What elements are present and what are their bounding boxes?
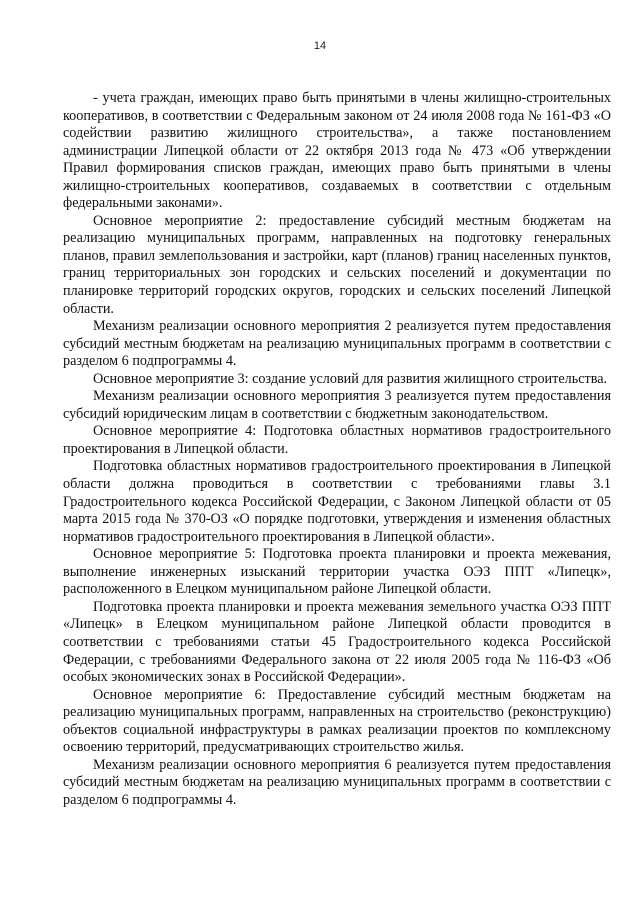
paragraph: Основное мероприятие 6: Предоставление субсидий местным бюджетам на реализацию муниципальных программ, направленных на строительство (реконструкцию) объектов социальной инфраструктуры в рамках реализации проектов по комплексному освоению территорий, предусматривающих строительство жилья. <box>63 686 611 756</box>
paragraph: Основное мероприятие 2: предоставление субсидий местным бюджетам на реализацию муниципальных программ, направленных на подготовку генеральных планов, правил землепользования и застройки, карт (планов) границ населенных пунктов, границ территориальных зон городских и сельских поселений и документации по планировке территорий городских округов, городских и сельских поселений Липецкой области. <box>63 212 611 317</box>
paragraph: Механизм реализации основного мероприятия 6 реализуется путем предоставления субсидий местным бюджетам на реализацию муниципальных программ в соответствии с разделом 6 подпрограммы 4. <box>63 756 611 808</box>
paragraph: Механизм реализации основного мероприятия 3 реализуется путем предоставления субсидий юридическим лицам в соответствии с бюджетным законодательством. <box>63 388 611 422</box>
paragraph: Подготовка областных нормативов градостроительного проектирования в Липецкой области должна проводиться в соответствии с требованиями главы 3.1 Градостроительного кодекса Российской Федерации, с Законом Липецкой области от 05 марта 2015 года № 370-ОЗ «О порядке подготовки, утверждения и изменения областных нормативов градостроительного проектирования в Липецкой области». <box>63 458 611 545</box>
paragraph: Подготовка проекта планировки и проекта межевания земельного участка ОЭЗ ППТ «Липецк» в Елецком муниципальном районе Липецкой области проводится в соответствии с требованиями статьи 45 Градостроительного кодекса Российской Федерации, с требованиями Федерального закона от 22 июля 2005 года № 116-ФЗ «Об особых экономических зонах в Российской Федерации». <box>63 598 611 686</box>
paragraph: Механизм реализации основного мероприятия 2 реализуется путем предоставления субсидий местным бюджетам на реализацию муниципальных программ в соответствии с разделом 6 подпрограммы 4. <box>63 318 611 370</box>
body-text <box>63 90 611 809</box>
paragraph: Основное мероприятие 4: Подготовка областных нормативов градостроительного проектирования в Липецкой области. <box>63 423 611 457</box>
paragraph: Основное мероприятие 5: Подготовка проекта планировки и проекта межевания, выполнение инженерных изысканий территории участка ОЭЗ ППТ «Липецк», расположенного в Елецком муниципальном районе Липецкой области. <box>63 546 611 598</box>
page-number: 14 <box>313 40 327 52</box>
paragraph: Основное мероприятие 3: создание условий для развития жилищного строительства. <box>93 370 608 387</box>
paragraph: - учета граждан, имеющих право быть принятыми в члены жилищно-строительных кооперативов, в соответствии с Федеральным законом от 24 июля 2008 года № 161-ФЗ «О содействии развитию жилищного строительства», а также постановлением администрации Липецкой области от 22 октября 2013 года № 473 «Об утверждении Правил формирования списков граждан, имеющих право быть принятыми в члены жилищно-строительных кооперативов, создаваемых в соответствии с отдельным федеральными законами». <box>63 90 611 212</box>
